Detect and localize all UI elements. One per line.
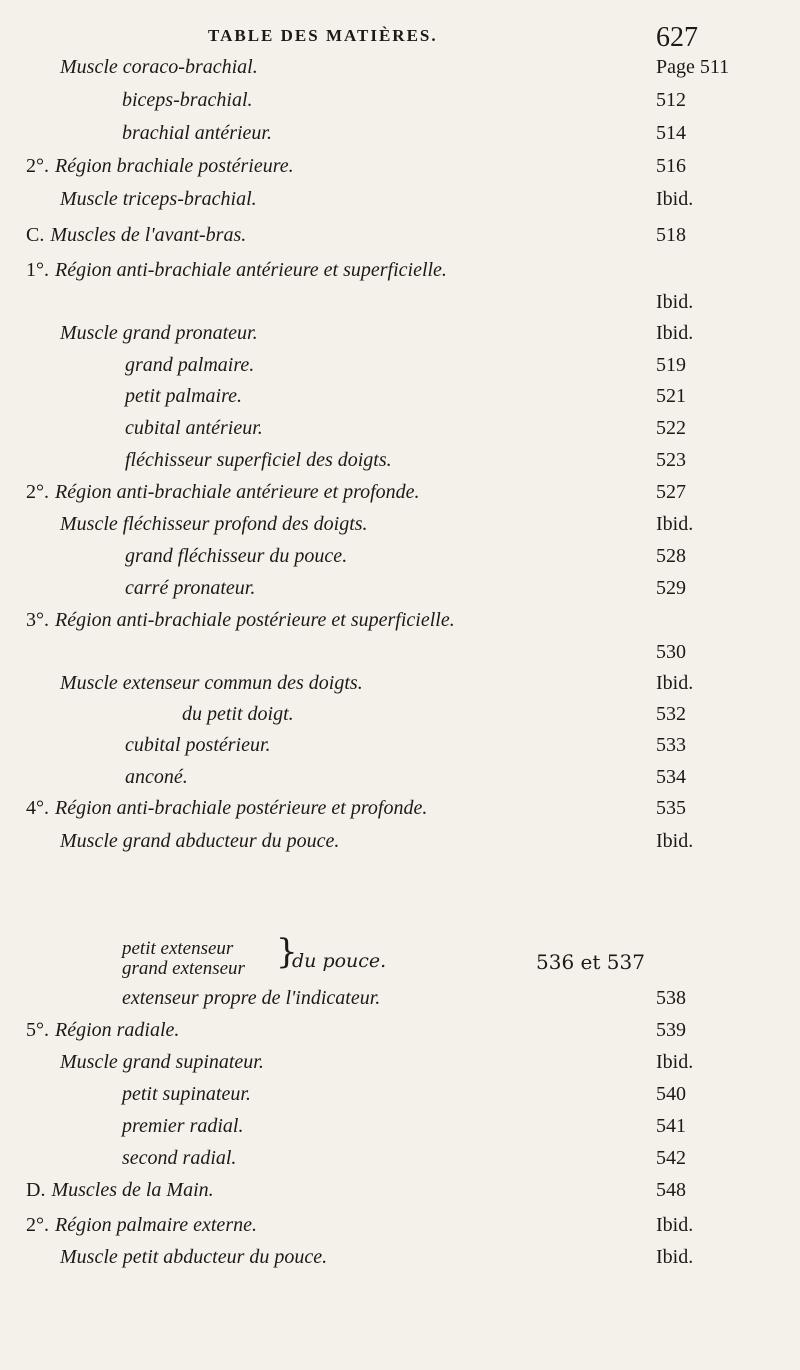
entry-number: D. [26,1179,46,1201]
entry-text: Région anti-brachiale postérieure et profonde. [55,797,428,819]
index-entry [0,118,800,148]
page-number: 627 [656,22,698,53]
entry-page: 530 [656,641,686,663]
entry-page: 538 [656,987,686,1009]
index-entry [0,477,800,507]
entry-number: 2°. [26,1214,49,1236]
entry-text: Région anti-brachiale postérieure et superficielle. [55,609,455,631]
entry-number: 4°. [26,797,49,819]
entry-text: brachial antérieur. [122,122,272,144]
running-header: TABLE DES MATIÈRES. [208,26,438,45]
index-entry [0,668,800,698]
entry-page: 534 [656,766,686,788]
entry-text: Région radiale. [55,1019,180,1041]
index-entry [0,793,800,823]
entry-title [125,381,242,411]
entry-text: cubital antérieur. [125,417,263,439]
entry-title [60,52,258,82]
entry-page: Ibid. [656,1214,694,1236]
entry-title [26,477,420,507]
entry-title [26,255,447,285]
entry-text: Muscles de la Main. [51,1179,214,1201]
entry-title [60,1047,264,1077]
index-entry [0,826,800,856]
entry-title [60,826,339,856]
index-entry [0,605,800,635]
entry-title [125,730,271,760]
entry-number: 5°. [26,1019,49,1041]
entry-page: 542 [656,1147,686,1169]
entry-page: 541 [656,1115,686,1137]
entry-page: Ibid. [656,322,694,344]
entry-title [26,605,455,635]
entry-title [26,1015,179,1045]
entry-text: Muscle grand pronateur. [60,322,258,344]
entry-text: petit palmaire. [125,385,243,407]
entry-page: 548 [656,1179,686,1201]
entry-text: grand fléchisseur du pouce. [125,545,348,567]
index-entry [0,1015,800,1045]
index-entry [0,637,800,667]
entry-text: fléchisseur superficiel des doigts. [125,449,392,471]
index-entry [0,220,800,250]
entry-text: carré pronateur. [125,577,256,599]
index-entry [0,573,800,603]
entry-title [26,220,246,250]
entry-page: 532 [656,703,686,725]
entry-page: Ibid. [656,672,694,694]
entry-number: C. [26,224,45,246]
entry-page: Ibid. [656,188,694,210]
entry-page: Ibid. [656,1246,694,1268]
bracket-line-2: grand extenseur [122,958,245,979]
index-entry [0,85,800,115]
index-entry [0,381,800,411]
entry-number: 3°. [26,609,49,631]
entry-title [122,85,253,115]
entry-page: 516 [656,155,686,177]
entry-page: 535 [656,797,686,819]
bracket-page: 536 et 537 [536,950,645,974]
entry-text: Muscle extenseur commun des doigts. [60,672,363,694]
entry-page: 514 [656,122,686,144]
entry-text: Muscles de l'avant-bras. [50,224,247,246]
index-entry [0,1143,800,1173]
index-entry [0,1079,800,1109]
entry-title [60,318,258,348]
index-entry [0,1047,800,1077]
entry-text: Région palmaire externe. [55,1214,257,1236]
entry-title [125,541,347,571]
entry-title [122,1143,236,1173]
entry-page: 528 [656,545,686,567]
entry-page: 523 [656,449,686,471]
entry-text: Muscle grand supinateur. [60,1051,264,1073]
entry-title [125,413,263,443]
entry-text: cubital postérieur. [125,734,271,756]
index-entry [0,541,800,571]
entry-title [122,1079,251,1109]
entry-text: du petit doigt. [182,703,294,725]
index-entry [0,255,800,285]
index-entry [0,699,800,729]
entry-text: Muscle fléchisseur profond des doigts. [60,513,368,535]
entry-title [122,983,380,1013]
entry-text: Région anti-brachiale antérieure et profonde. [55,481,420,503]
index-entry [0,983,800,1013]
entry-title [122,118,272,148]
entry-title [60,668,363,698]
index-entry [0,509,800,539]
entry-page: Ibid. [656,513,694,535]
entry-page: 533 [656,734,686,756]
index-entry [0,151,800,181]
index-entry [0,1175,800,1205]
index-entry [0,318,800,348]
entry-title [125,762,188,792]
bracket-suffix: du pouce. [292,950,387,972]
brace-symbol: } [276,932,298,972]
entry-page: Page 511 [656,56,730,78]
index-entry [0,52,800,82]
entry-text: Muscle triceps-brachial. [60,188,257,210]
entry-page: 518 [656,224,686,246]
entry-page: 512 [656,89,686,111]
entry-number: 1°. [26,259,49,281]
entry-page: 529 [656,577,686,599]
entry-text: Muscle petit abducteur du pouce. [60,1246,328,1268]
entry-text: Région anti-brachiale antérieure et superficielle. [55,259,447,281]
entry-text: Muscle grand abducteur du pouce. [60,830,340,852]
entry-page: 519 [656,354,686,376]
entry-page: 539 [656,1019,686,1041]
entry-title [122,1111,243,1141]
entry-text: Muscle coraco-brachial. [60,56,258,78]
index-entry [0,1111,800,1141]
entry-title [60,509,368,539]
entry-title [26,1210,257,1240]
entry-title [26,793,427,823]
bracket-line-1: petit extenseur [122,938,234,959]
entry-number: 2°. [26,155,49,177]
index-entry [0,762,800,792]
entry-title [26,151,294,181]
index-entry [0,350,800,380]
index-entry [0,1242,800,1272]
entry-text: anconé. [125,766,188,788]
entry-title [60,1242,327,1272]
index-entry [0,287,800,317]
entry-page: 521 [656,385,686,407]
index-entry [0,1210,800,1240]
entry-title [125,445,392,475]
index-entry [0,445,800,475]
entry-title [60,184,257,214]
entry-page: 522 [656,417,686,439]
entry-page: Ibid. [656,291,694,313]
entry-title [125,573,255,603]
entry-title [26,1175,214,1205]
entry-text: grand palmaire. [125,354,255,376]
entry-number: 2°. [26,481,49,503]
index-entry [0,730,800,760]
entry-page: Ibid. [656,1051,694,1073]
entry-title [125,350,254,380]
entry-title [182,699,294,729]
entry-text: second radial. [122,1147,237,1169]
entry-page: 540 [656,1083,686,1105]
entry-text: biceps-brachial. [122,89,253,111]
entry-text: petit supinateur. [122,1083,251,1105]
index-entry [0,413,800,443]
entry-text: Région brachiale postérieure. [55,155,294,177]
entry-text: premier radial. [122,1115,244,1137]
index-entry [0,184,800,214]
entry-page: 527 [656,481,686,503]
entry-page: Ibid. [656,830,694,852]
entry-text: extenseur propre de l'indicateur. [122,987,381,1009]
